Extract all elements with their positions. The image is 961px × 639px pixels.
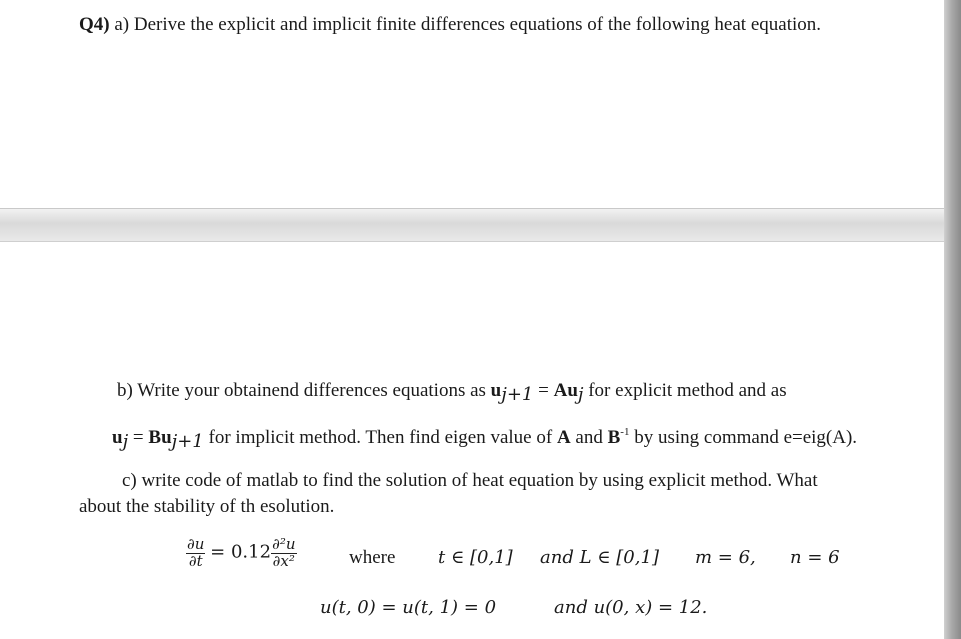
heat-equation xyxy=(186,537,297,570)
matrix-B-sup: -1 xyxy=(620,426,630,438)
part-b-text4: by using command e=eig(A). xyxy=(629,427,858,448)
part-c-line1: c) write code of matlab to find the solution of heat equation by using explicit method. What xyxy=(122,470,818,491)
du-dt-fraction xyxy=(186,537,205,570)
part-b-line1 xyxy=(117,380,787,405)
part-b-text2: for explicit method and as xyxy=(583,380,787,401)
eq-coefficient: = 0.12 xyxy=(210,541,272,563)
question-a-line xyxy=(79,14,821,36)
question-number: Q4) xyxy=(79,14,110,35)
part-b-text1: b) Write your obtainend differences equations as xyxy=(117,380,486,401)
d2u: ∂²u xyxy=(272,535,296,553)
part-b-line2 xyxy=(112,426,857,452)
boundary-condition: u(t, 0) = u(t, 1) = 0 xyxy=(320,597,497,618)
image-gap-band xyxy=(0,208,948,242)
eq1-equals: = xyxy=(533,380,554,401)
eq2-Bu: Bu xyxy=(148,427,172,448)
dt: ∂t xyxy=(188,551,203,570)
right-edge-bar xyxy=(944,0,961,639)
eq1-u: u xyxy=(490,380,502,401)
matrix-A: A xyxy=(556,427,571,448)
part-c-line2: about the stability of th esolution. xyxy=(79,496,335,517)
eq1-sub-j: j xyxy=(577,384,584,405)
dx2: ∂x² xyxy=(272,551,295,570)
eq2-sub-j1: j+1 xyxy=(171,431,204,452)
part-b-text3: for implicit method. Then find eigen value of xyxy=(203,427,557,448)
eq1-sub-j1: j+1 xyxy=(501,384,534,405)
d2u-dx2-fraction xyxy=(271,537,296,570)
where-label: where xyxy=(349,547,396,568)
part-b-and: and xyxy=(570,427,608,448)
L-range: and L ∈ [0,1] xyxy=(540,547,659,568)
n-value: n = 6 xyxy=(790,547,840,568)
m-value: m = 6, xyxy=(695,547,756,568)
eq2-u: u xyxy=(112,427,123,448)
du: ∂u xyxy=(187,535,205,553)
eq2-sub-j: j xyxy=(122,431,129,452)
eq1-Au: Au xyxy=(553,380,578,401)
matrix-B: B xyxy=(607,427,621,448)
t-range: t ∈ [0,1] xyxy=(438,547,513,568)
initial-condition: and u(0, x) = 12. xyxy=(554,597,708,618)
part-a-text: a) Derive the explicit and implicit finite differences equations of the following heat equation. xyxy=(114,14,821,35)
eq2-equals: = xyxy=(128,427,149,448)
